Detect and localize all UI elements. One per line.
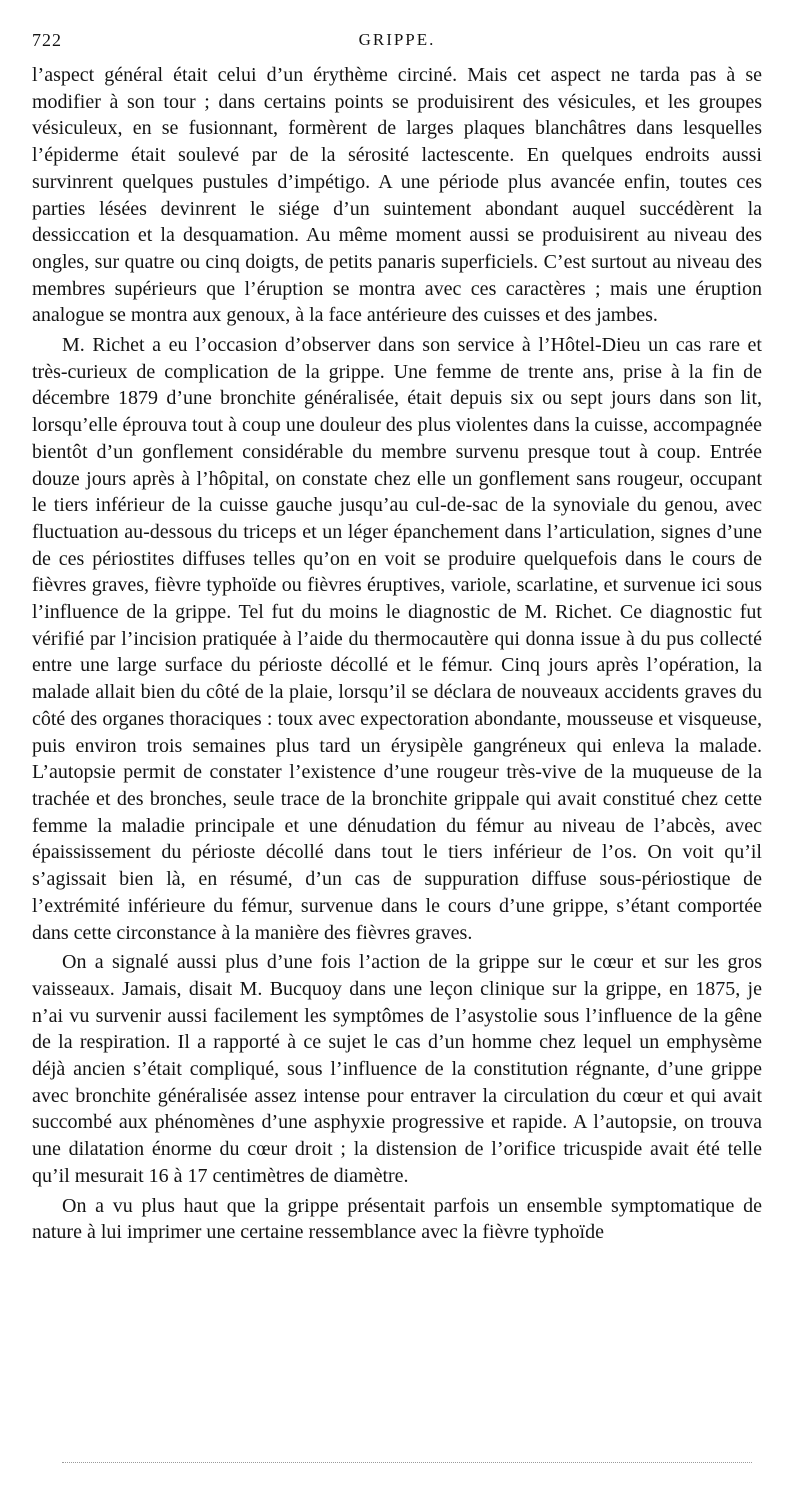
page-header	[32, 30, 762, 58]
paragraph-typhoid-resemblance: On a vu plus haut que la grippe présentait parfois un ensemble symptomatique de nature à lui imprimer une certaine ressemblance avec la fièvre typhoïde	[32, 1194, 762, 1244]
page-number: 722	[32, 30, 62, 50]
paragraph-richet-case: M. Richet a eu l’occasion d’observer dans son service à l’Hôtel-Dieu un cas rare et très-curieux de complication de la grippe. Une femme de trente ans, prise à la fin de décembre 1879 d’une bronchite généralisée, était depuis six ou sept jours dans son lit, lorsqu’elle éprouva tout à coup une douleur des plus violentes dans la cuisse, accompagnée bientôt d’un gonflement considérable du membre survenu presque tout à coup. Entrée douze jours après à l’hôpital, on constate chez elle un gonflement sans rougeur, occupant le tiers inférieur de la cuisse gauche jusqu’au cul-de-sac de la synoviale du genou, avec fluctuation au-dessous du triceps et un léger épanchement dans l’articulation, signes d’une de ces périostites diffuses telles qu’on en voit se produire quelquefois dans le cours de fièvres graves, fièvre typhoïde ou fièvres éruptives, variole, scarlatine, et survenue ici sous l’influence de la grippe. Tel fut du moins le diagnostic de M. Richet. Ce diagnostic fut vérifié par l’incision pratiquée à l’aide du thermocautère qui donna issue à du pus collecté entre une large surface du périoste décollé et le fémur. Cinq jours après l’opération, la malade allait bien du côté de la plaie, lorsqu’il se déclara de nouveaux accidents graves du côté des organes thoraciques : toux avec expectoration abondante, mousseuse et visqueuse, puis environ trois semaines plus tard un érysipèle gangréneux qui enleva la malade. L’autopsie permit de constater l’existence d’une rougeur très-vive de la muqueuse de la trachée et des bronches, seule trace de la bronchite grippale qui avait constitué chez cette femme la maladie principale et une dénudation du fémur au niveau de l’abcès, avec épaississement du périoste décollé dans tout le tiers inférieur de l’os. On voit qu’il s’agissait bien là, en résumé, d’un cas de suppuration diffuse sous-périostique de l’extrémité inférieure du fémur, survenue dans le cours d’une grippe, s’étant comportée dans cette circonstance à la manière des fièvres graves.	[32, 334, 762, 944]
running-title: GRIPPE.	[358, 30, 436, 49]
paragraph-heart-vessels: On a signalé aussi plus d’une fois l’action de la grippe sur le cœur et sur les gros vaisseaux. Jamais, disait M. Bucquoy dans une leçon clinique sur la grippe, en 1875, je n’ai vu survenir aussi facilement les symptômes de l’asystolie sous l’influence de la gêne de la respiration. Il a rapporté à ce sujet le cas d’un homme chez lequel un emphysème déjà ancien s’était compliqué, sous l’influence de la constitution régnante, d’une grippe avec bronchite généralisée assez intense pour entraver la circulation du cœur et qui avait succombé aux phénomènes d’une asphyxie progressive et rapide. A l’autopsie, on trouva une dilatation énorme du cœur droit ; la distension de l’orifice tricuspide avait été telle qu’il mesurait 16 à 17 centimètres de diamètre.	[32, 951, 762, 1187]
body-text	[32, 62, 762, 1246]
footer-rule	[62, 1462, 752, 1463]
paragraph-eruption-continued: l’aspect général était celui d’un érythème circiné. Mais cet aspect ne tarda pas à se modifier à son tour ; dans certains points se produisirent des vésicules, et les groupes vésiculeux, en se fusionnant, formèrent de larges plaques blanchâtres dans lesquelles l’épiderme était soulevé par de la sérosité lactescente. En quelques endroits aussi survinrent quelques pustules d’impétigo. A une période plus avancée enfin, toutes ces parties lésées devinrent le siége d’un suintement abondant auquel succédèrent la dessiccation et la desquamation. Au même moment aussi se produisirent au niveau des ongles, sur quatre ou cinq doigts, de petits panaris superficiels. C’est surtout au niveau des membres supérieurs que l’éruption se montra avec ces caractères ; mais une éruption analogue se montra aux genoux, à la face antérieure des cuisses et des jambes.	[32, 64, 762, 327]
